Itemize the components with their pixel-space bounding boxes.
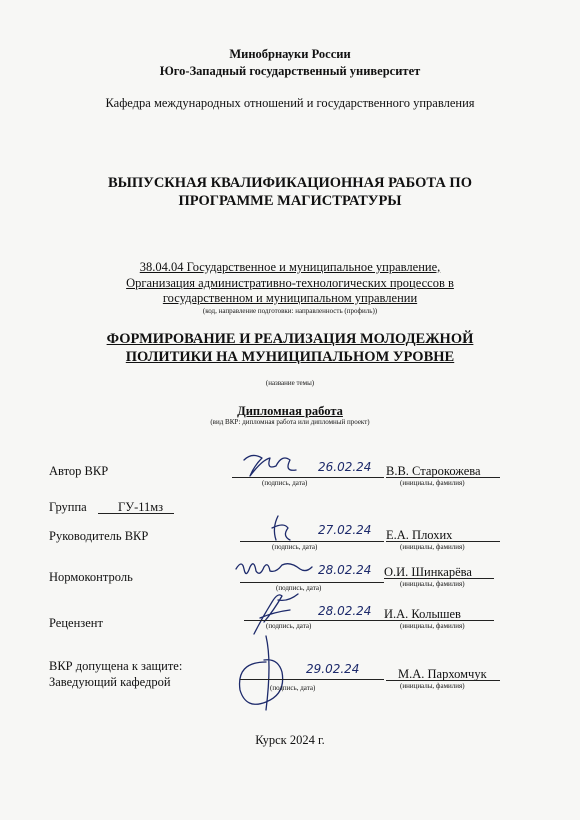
author-name-line	[386, 477, 500, 478]
group-value: ГУ-11мз	[118, 500, 164, 514]
reviewer-sig-caption: (подпись, дата)	[266, 622, 312, 630]
head-name-line	[386, 680, 500, 681]
topic-caption: (название темы)	[265, 379, 315, 387]
direction-line1: 38.04.04 Государственное и муниципальное управление,	[139, 260, 441, 274]
author-signature-line	[232, 477, 384, 478]
university: Юго-Западный государственный университет	[159, 64, 421, 78]
admission-label: ВКР допущена к защите:	[49, 659, 183, 673]
work-type-line2: ПРОГРАММЕ МАГИСТРАТУРЫ	[178, 193, 402, 209]
ministry: Минобрнауки России	[229, 47, 351, 61]
reviewer-name-line	[384, 620, 494, 621]
supervisor-signature-line	[240, 541, 384, 542]
reviewer-name: И.А. Колышев	[384, 607, 461, 621]
group-line	[98, 513, 174, 514]
supervisor-label: Руководитель ВКР	[49, 529, 149, 543]
normcontrol-signature	[234, 555, 314, 585]
reviewer-signature-line	[244, 620, 384, 621]
supervisor-name-line	[386, 541, 500, 542]
supervisor-signature	[268, 514, 298, 544]
head-signature-line	[240, 679, 384, 680]
topic-line1: ФОРМИРОВАНИЕ И РЕАЛИЗАЦИЯ МОЛОДЕЖНОЙ	[106, 331, 474, 347]
city-year: Курск 2024 г.	[255, 733, 325, 747]
reviewer-name-caption: (инициалы, фамилия)	[400, 622, 465, 630]
normcontrol-name-line	[384, 578, 494, 579]
head-signature	[232, 632, 292, 716]
department: Кафедра международных отношений и государственного управления	[105, 96, 475, 110]
author-label: Автор ВКР	[49, 464, 109, 478]
direction-line2: Организация административно-технологических процессов в	[126, 276, 454, 290]
supervisor-name: Е.А. Плохих	[386, 528, 453, 542]
author-sig-caption: (подпись, дата)	[262, 479, 308, 487]
work-kind-caption: (вид ВКР: дипломная работа или дипломный проект)	[210, 418, 370, 426]
normcontrol-signature-line	[240, 582, 384, 583]
normcontrol-sig-caption: (подпись, дата)	[276, 584, 322, 592]
head-label: Заведующий кафедрой	[49, 675, 171, 689]
topic-line2: ПОЛИТИКИ НА МУНИЦИПАЛЬНОМ УРОВНЕ	[125, 349, 455, 365]
reviewer-signature	[234, 588, 304, 638]
supervisor-sig-caption: (подпись, дата)	[272, 543, 318, 551]
normcontrol-date: 28.02.24	[318, 563, 372, 577]
direction-line3: государственном и муниципальном управлении	[162, 291, 418, 305]
supervisor-name-caption: (инициалы, фамилия)	[400, 543, 465, 551]
supervisor-date: 27.02.24	[318, 523, 372, 537]
group-label: Группа	[49, 500, 87, 514]
normcontrol-name-caption: (инициалы, фамилия)	[400, 580, 465, 588]
author-date: 26.02.24	[318, 460, 372, 474]
work-type-line1: ВЫПУСКНАЯ КВАЛИФИКАЦИОННАЯ РАБОТА ПО	[107, 175, 472, 191]
direction-caption: (код, направление подготовки: направленность (профиль))	[202, 307, 378, 315]
author-name: В.В. Старокожева	[386, 464, 481, 478]
head-sig-caption: (подпись, дата)	[270, 684, 316, 692]
work-kind: Дипломная работа	[237, 404, 343, 418]
reviewer-date: 28.02.24	[318, 604, 372, 618]
reviewer-label: Рецензент	[49, 616, 103, 630]
author-name-caption: (инициалы, фамилия)	[400, 479, 465, 487]
head-name: М.А. Пархомчук	[398, 667, 487, 681]
head-date: 29.02.24	[306, 662, 360, 676]
normcontrol-name: О.И. Шинкарёва	[384, 565, 472, 579]
head-name-caption: (инициалы, фамилия)	[400, 682, 465, 690]
normcontrol-label: Нормоконтроль	[49, 570, 133, 584]
